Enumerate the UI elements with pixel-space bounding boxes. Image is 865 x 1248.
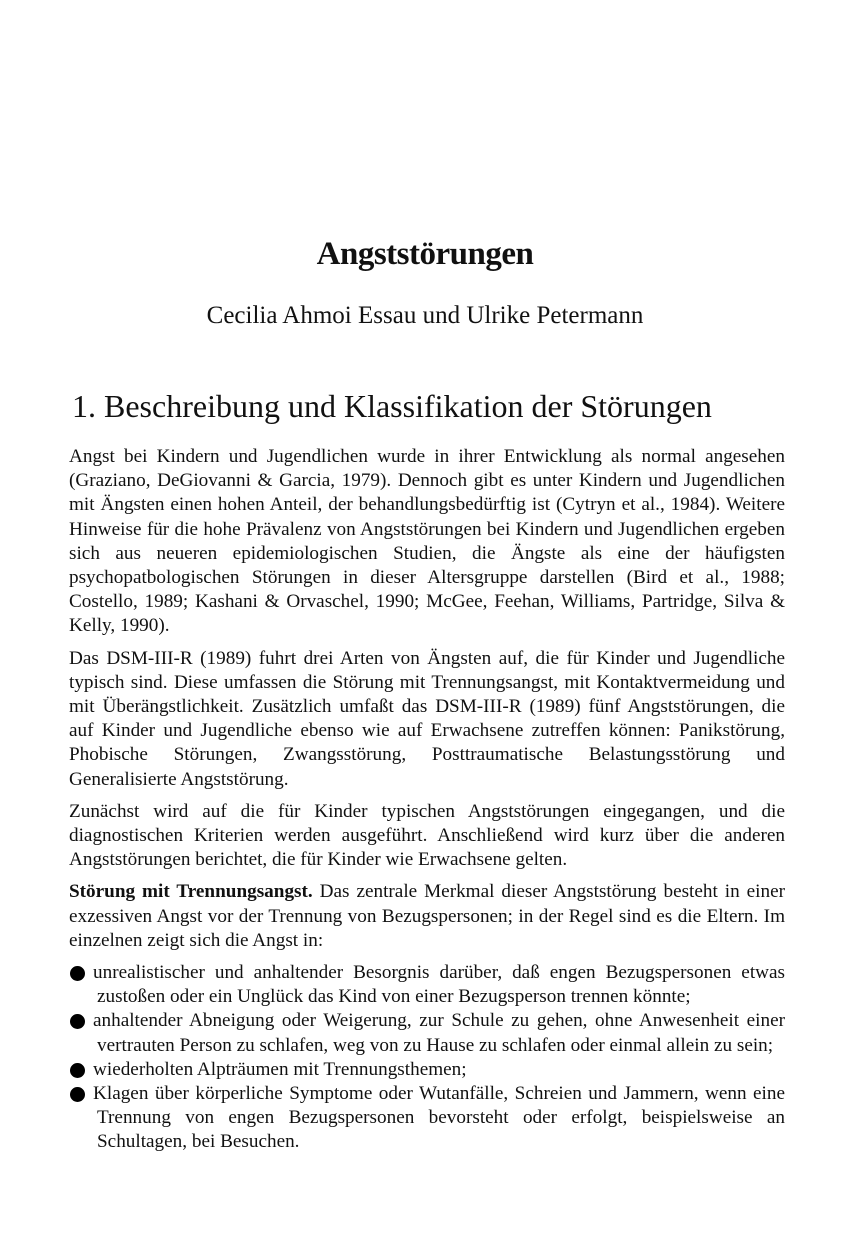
list-item [69,1009,785,1057]
bullet-dot-icon [70,1063,85,1078]
paragraph-3: Zunächst wird auf die für Kinder typischen Angststörungen eingegangen, und die diagnostischen Kriterien werden ausgeführt. Anschließend wird kurz über die anderen Angststörungen berichtet, die für Kinder wie Erwachsene gelten. [69,800,785,871]
list-item [69,961,785,1009]
chapter-title: Angststörungen [316,236,534,272]
paragraph-lead-term: Störung mit Trennungsangst. [69,881,313,903]
bullet-dot-icon [70,1014,85,1029]
list-item-text: wiederholten Alpträumen mit Trennungsthemen; [93,1058,467,1080]
section-heading: 1. Beschreibung und Klassifikation der Störungen [72,388,712,424]
chapter-authors: Cecilia Ahmoi Essau und Ulrike Petermann [206,302,644,329]
paragraph-trennungsangst [69,880,785,953]
symptom-list [69,961,785,1155]
list-item [69,1058,785,1082]
list-item [69,1082,785,1155]
body-text [69,445,785,1155]
bullet-dot-icon [70,1087,85,1102]
list-item-text: unrealistischer und anhaltender Besorgnis darüber, daß engen Bezugspersonen etwas zustoßen oder ein Unglück das Kind von einer Bezugsperson trennen könnte; [93,962,785,1008]
list-item-text: anhaltender Abneigung oder Weigerung, zur Schule zu gehen, ohne Anwesenheit einer vertrauten Person zu schlafen, weg von zu Hause zu schlafen oder einmal allein zu sein; [93,1010,785,1056]
paragraph-2: Das DSM-III-R (1989) fuhrt drei Arten von Ängsten auf, die für Kinder und Jugendliche typisch sind. Diese umfassen die Störung mit Trennungsangst, mit Kontaktvermeidung und mit Überängstlichkeit. Zusätzlich umfaßt das DSM-III-R (1989) fünf Angststörungen, die auf Kinder und Jugendliche ebenso wie auf Erwachsene zutreffen können: Panikstörung, Phobische Störungen, Zwangsstörung, Posttraumatische Belastungsstörung und Generalisierte Angststörung. [69,647,785,790]
bullet-dot-icon [70,966,85,981]
paragraph-1: Angst bei Kindern und Jugendlichen wurde in ihrer Entwicklung als normal angesehen (Graziano, DeGiovanni & Garcia, 1979). Dennoch gibt es unter Kindern und Jugendlichen mit Ängsten einen hohen Anteil, der behandlungsbedürftig ist (Cytryn et al., 1984). Weitere Hinweise für die hohe Prävalenz von Angststörungen bei Kindern und Jugendlichen ergeben sich aus neueren epidemiologischen Studien, die Ängste als eine der häufigsten psychopatbologischen Störungen in dieser Altersgruppe darstellen (Bird et al., 1988; Costello, 1989; Kashani & Orvaschel, 1990; McGee, Feehan, Williams, Partridge, Silva & Kelly, 1990). [69,446,785,637]
list-item-text: Klagen über körperliche Symptome oder Wutanfälle, Schreien und Jammern, wenn eine Trennung von engen Bezugspersonen bevorsteht oder erfolgt, beispielsweise an Schultagen, bei Besuchen. [93,1083,785,1153]
paragraph-trennungsangst-text: Das zentrale Merkmal dieser Angststörung besteht in einer exzessiven Angst vor der Trennung von Bezugspersonen; in der Regel sind es die Eltern. Im einzelnen zeigt sich die Angst in: [69,881,786,951]
